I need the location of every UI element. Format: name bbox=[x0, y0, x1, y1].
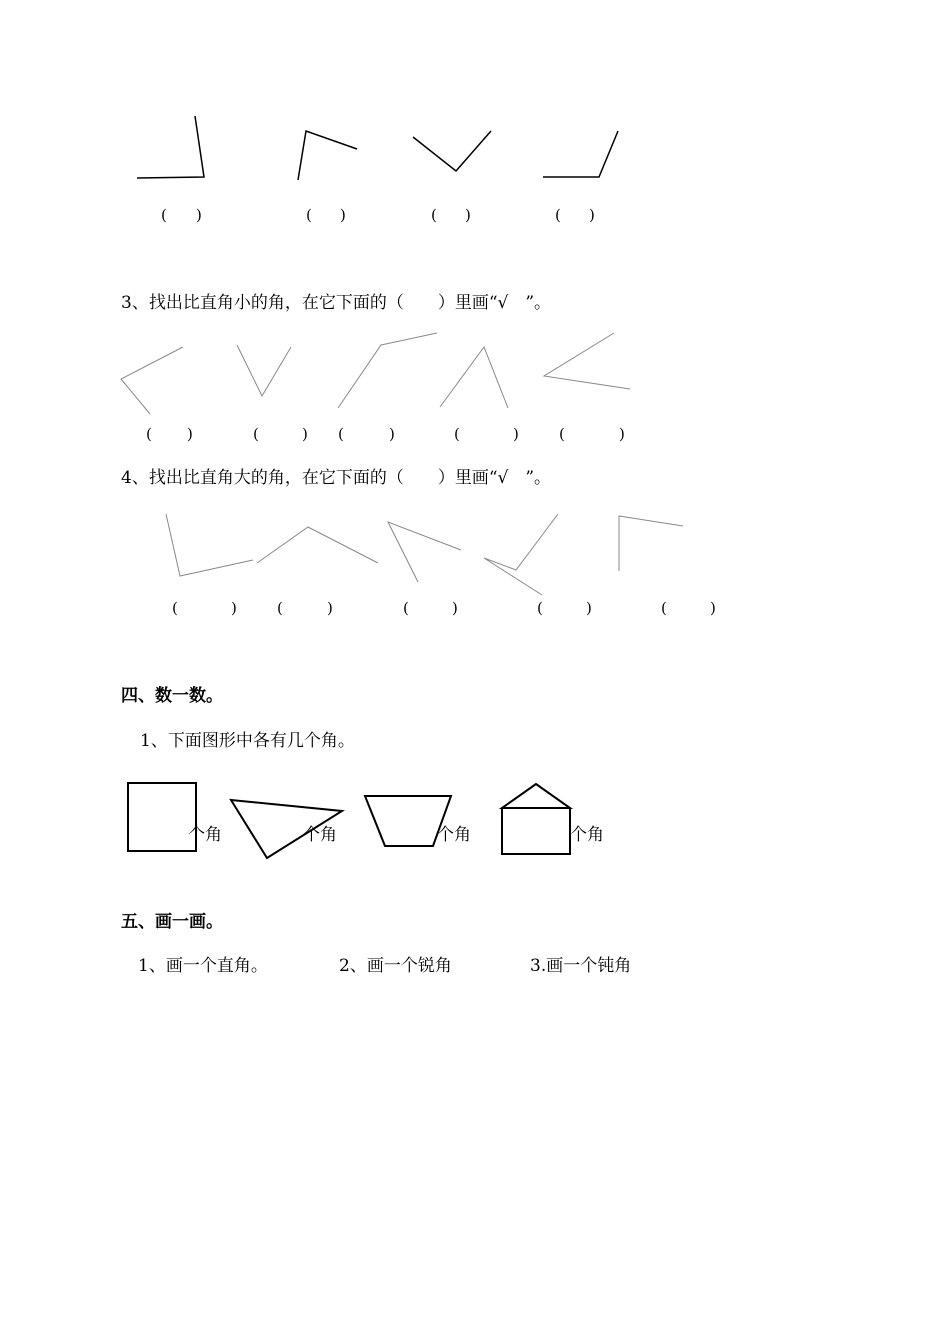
section-4-question-1: 1、下面图形中各有几个角。 bbox=[140, 731, 355, 751]
angle-1-2 bbox=[298, 131, 357, 180]
draw-right-angle-item: 1、画一个直角。 bbox=[138, 956, 268, 976]
paren-open[interactable]: ( bbox=[338, 425, 344, 443]
paren-open[interactable]: ( bbox=[403, 599, 409, 617]
paren-open[interactable]: ( bbox=[146, 425, 152, 443]
paren-open[interactable]: ( bbox=[161, 206, 167, 224]
paren-open[interactable]: ( bbox=[277, 599, 283, 617]
question-4-text: 4、找出比直角大的角，在它下面的（ ）里画“√ ”。 bbox=[121, 468, 552, 488]
house-body-shape bbox=[502, 808, 570, 854]
draw-acute-angle-item: 2、画一个锐角 bbox=[339, 956, 452, 976]
paren-open[interactable]: ( bbox=[537, 599, 543, 617]
paren-close: ) bbox=[513, 425, 519, 443]
house-angle-count-label: 个角 bbox=[570, 825, 604, 845]
angle-1-1 bbox=[137, 116, 204, 178]
paren-close: ) bbox=[452, 599, 458, 617]
house-roof-shape bbox=[502, 784, 570, 808]
q3-angle-3 bbox=[338, 333, 437, 408]
section-4-heading: 四、数一数。 bbox=[121, 686, 223, 706]
q3-angle-5 bbox=[544, 333, 630, 389]
paren-close: ) bbox=[589, 206, 595, 224]
q3-angle-1 bbox=[121, 347, 183, 414]
paren-close: ) bbox=[302, 425, 308, 443]
paren-open[interactable]: ( bbox=[306, 206, 312, 224]
paren-open[interactable]: ( bbox=[454, 425, 460, 443]
triangle-angle-count-label: 个角 bbox=[303, 825, 337, 845]
angle-1-3 bbox=[413, 131, 491, 171]
q4-angle-4 bbox=[484, 514, 558, 595]
paren-close: ) bbox=[231, 599, 237, 617]
paren-close: ) bbox=[340, 206, 346, 224]
q4-angle-3 bbox=[388, 522, 461, 582]
paren-close: ) bbox=[465, 206, 471, 224]
paren-close: ) bbox=[389, 425, 395, 443]
paren-close: ) bbox=[327, 599, 333, 617]
square-angle-count-label: 个角 bbox=[188, 825, 222, 845]
q4-angle-5 bbox=[619, 516, 683, 571]
q4-angle-1 bbox=[166, 514, 253, 576]
square-shape bbox=[128, 783, 196, 851]
q3-angle-4 bbox=[440, 347, 508, 408]
paren-open[interactable]: ( bbox=[661, 599, 667, 617]
question-3-text: 3、找出比直角小的角，在它下面的（ ）里画“√ ”。 bbox=[121, 293, 552, 313]
angle-1-4 bbox=[543, 131, 618, 177]
q4-angle-2 bbox=[257, 527, 378, 563]
paren-close: ) bbox=[619, 425, 625, 443]
paren-close: ) bbox=[187, 425, 193, 443]
paren-close: ) bbox=[586, 599, 592, 617]
paren-open[interactable]: ( bbox=[253, 425, 259, 443]
paren-close: ) bbox=[710, 599, 716, 617]
q3-angle-2 bbox=[237, 345, 291, 396]
section-5-heading: 五、画一画。 bbox=[121, 912, 223, 932]
paren-open[interactable]: ( bbox=[559, 425, 565, 443]
trapezoid-angle-count-label: 个角 bbox=[437, 825, 471, 845]
paren-open[interactable]: ( bbox=[431, 206, 437, 224]
paren-open[interactable]: ( bbox=[172, 599, 178, 617]
paren-close: ) bbox=[196, 206, 202, 224]
paren-open[interactable]: ( bbox=[555, 206, 561, 224]
draw-obtuse-angle-item: 3.画一个钝角 bbox=[530, 956, 632, 976]
